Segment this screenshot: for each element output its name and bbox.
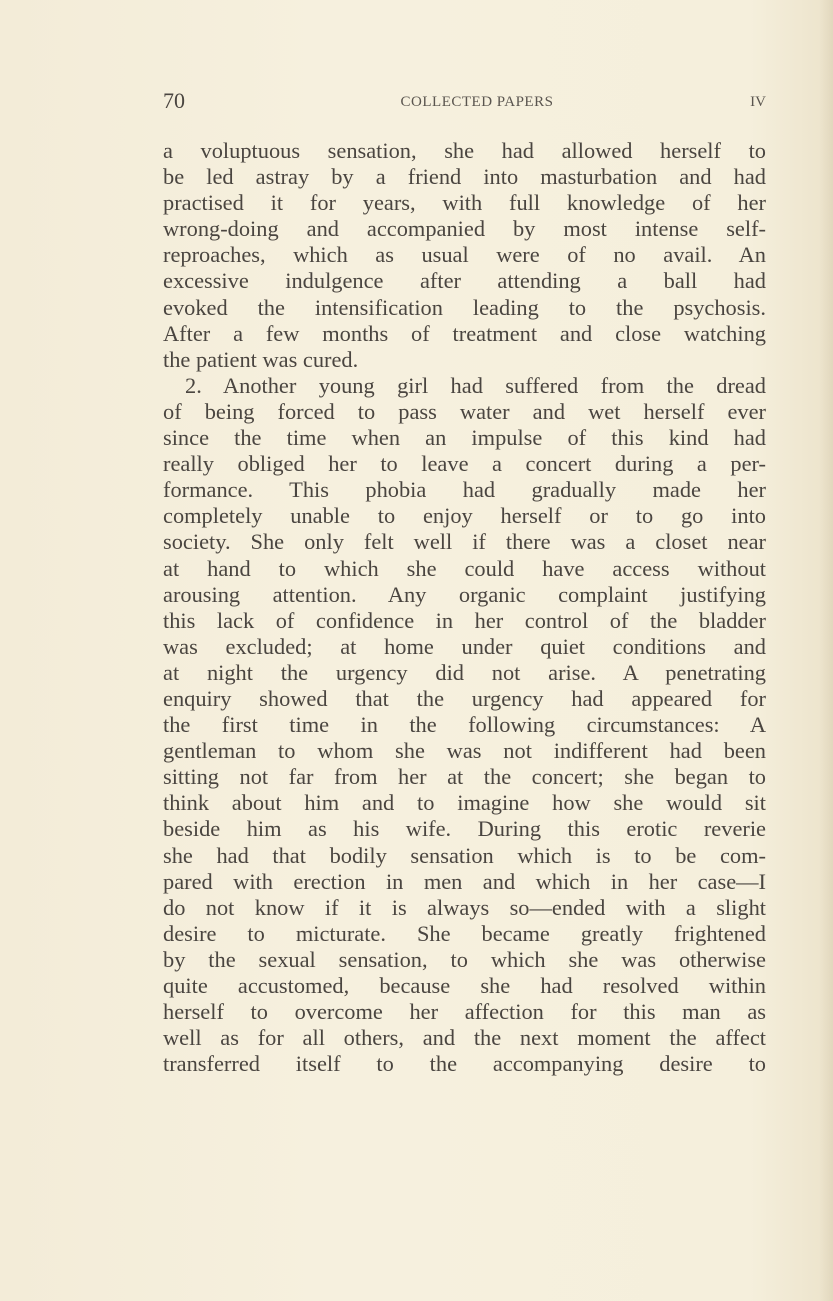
text-line: transferred itself to the accompanying desire to	[163, 1051, 766, 1077]
text-line: herself to overcome her affection for this man as	[163, 999, 766, 1025]
text-line: practised it for years, with full knowledge of her	[163, 190, 766, 216]
text-line: evoked the intensification leading to the psychosis.	[163, 294, 766, 320]
text-line: excessive indulgence after attending a ball had	[163, 268, 766, 294]
text-line: do not know if it is always so—ended with a slight	[163, 894, 766, 920]
text-line: this lack of confidence in her control of the bladder	[163, 607, 766, 633]
text-line: the first time in the following circumstances: A	[163, 712, 766, 738]
text-line: reproaches, which as usual were of no avail. An	[163, 242, 766, 268]
text-line: really obliged her to leave a concert during a per-	[163, 451, 766, 477]
text-line: of being forced to pass water and wet herself ever	[163, 398, 766, 424]
text-line: by the sexual sensation, to which she was otherwise	[163, 946, 766, 972]
body-text	[163, 138, 766, 1077]
text-line: pared with erection in men and which in her case—I	[163, 868, 766, 894]
volume-number: IV	[750, 94, 766, 110]
text-line: enquiry showed that the urgency had appeared for	[163, 685, 766, 711]
text-line: wrong-doing and accompanied by most intense self-	[163, 216, 766, 242]
text-line: she had that bodily sensation which is to be com-	[163, 842, 766, 868]
text-line: completely unable to enjoy herself or to go into	[163, 503, 766, 529]
page-number: 70	[163, 88, 185, 113]
page-edge-shadow	[819, 0, 833, 1301]
text-line: After a few months of treatment and close watching	[163, 320, 766, 346]
text-line: well as for all others, and the next moment the affect	[163, 1025, 766, 1051]
text-line: desire to micturate. She became greatly frightened	[163, 920, 766, 946]
text-line: sitting not far from her at the concert; she began to	[163, 764, 766, 790]
running-title-text: COLLECTED PAPERS	[400, 94, 554, 110]
text-line: beside him as his wife. During this erotic reverie	[163, 816, 766, 842]
text-line: think about him and to imagine how she would sit	[163, 790, 766, 816]
text-line: a voluptuous sensation, she had allowed herself to	[163, 138, 766, 163]
paragraph-end-line: the patient was cured.	[163, 346, 359, 372]
text-line: at hand to which she could have access without	[163, 555, 766, 581]
text-line: formance. This phobia had gradually made her	[163, 477, 766, 503]
text-line: quite accustomed, because she had resolved within	[163, 973, 766, 998]
text-line: gentleman to whom she was not indifferent had been	[163, 738, 766, 764]
text-line: be led astray by a friend into masturbation and had	[163, 164, 766, 190]
text-line: society. She only felt well if there was a closet near	[163, 529, 766, 555]
running-title	[163, 92, 766, 112]
text-line: was excluded; at home under quiet conditions and	[163, 633, 766, 659]
text-line: at night the urgency did not arise. A penetrating	[163, 659, 766, 685]
paragraph-start-line: 2. Another young girl had suffered from the dread	[185, 372, 766, 398]
page-header	[163, 88, 766, 114]
text-line: since the time when an impulse of this kind had	[163, 425, 766, 451]
text-line: arousing attention. Any organic complaint justifying	[163, 581, 766, 607]
